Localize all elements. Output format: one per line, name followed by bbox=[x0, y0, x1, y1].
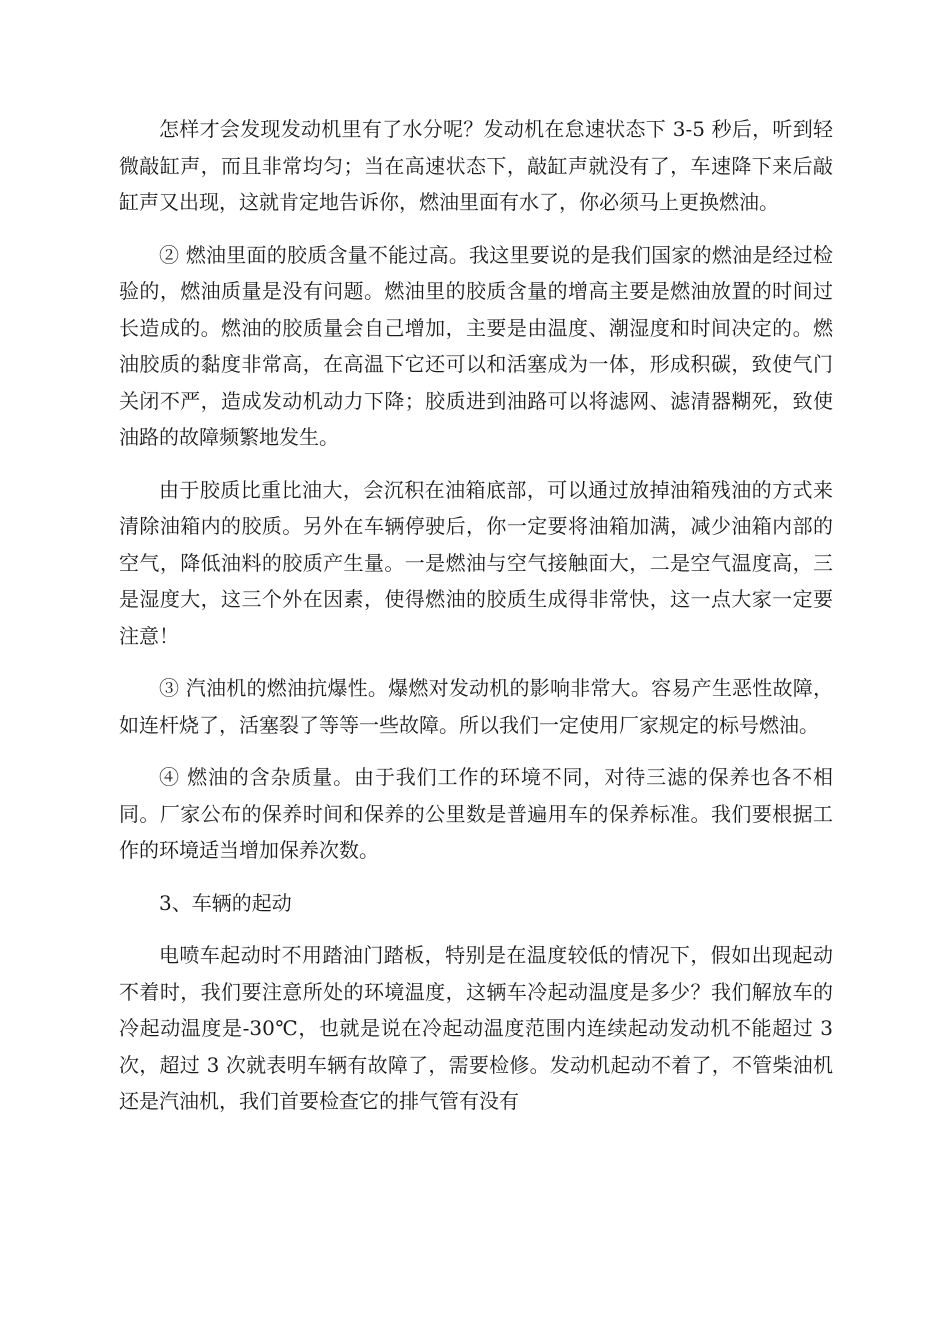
paragraph-impurities: ④ 燃油的含杂质量。由于我们工作的环境不同，对待三滤的保养也各不相同。厂家公布的保养时间和保养的公里数是普遍用车的保养标准。我们要根据工作的环境适当增加保养次数。 bbox=[119, 765, 833, 862]
section-heading-vehicle-starting: 3、车辆的起动 bbox=[159, 890, 292, 915]
paragraph-water-detection: 怎样才会发现发动机里有了水分呢？发动机在怠速状态下 3-5 秒后，听到轻微敲缸声，而且非常均匀；当在高速状态下，敲缸声就没有了，车速降下来后敲缸声又出现，这就肯定地告诉你，燃油里面有水了，你必须马上更换燃油。 bbox=[119, 117, 833, 214]
paragraph-antiknock: ③ 汽油机的燃油抗爆性。爆燃对发动机的影响非常大。容易产生恶性故障，如连杆烧了，活塞裂了等等一些故障。所以我们一定使用厂家规定的标号燃油。 bbox=[119, 676, 833, 737]
paragraph-cold-start: 电喷车起动时不用踏油门踏板，特别是在温度较低的情况下，假如出现起动不着时，我们要注意所处的环境温度，这辆车冷起动温度是多少？我们解放车的冷起动温度是-30℃，也就是说在冷起动温度范围内连续起动发动机不能超过 3 次，超过 3 次就表明车辆有故障了，需要检修。发动机起动不着了，不管柴油机还是汽油机，我们首要检查它的排气管有没有 bbox=[119, 943, 833, 1113]
document-page bbox=[119, 111, 833, 1136]
paragraph-gum-removal: 由于胶质比重比油大，会沉积在油箱底部，可以通过放掉油箱残油的方式来清除油箱内的胶质。另外在车辆停驶后，你一定要将油箱加满，减少油箱内部的空气，降低油料的胶质产生量。一是燃油与空气接触面大，二是空气温度高，三是湿度大，这三个外在因素，使得燃油的胶质生成得非常快，这一点大家一定要注意！ bbox=[119, 477, 833, 648]
paragraph-gum-content: ② 燃油里面的胶质含量不能过高。我这里要说的是我们国家的燃油是经过检验的，燃油质量是没有问题。燃油里的胶质含量的增高主要是燃油放置的时间过长造成的。燃油的胶质量会自己增加，主要是由温度、潮湿度和时间决定的。燃油胶质的黏度非常高，在高温下它还可以和活塞成为一体，形成积碳，致使气门关闭不严，造成发动机动力下降；胶质进到油路可以将滤网、滤清器糊死，致使油路的故障频繁地发生。 bbox=[119, 242, 833, 449]
